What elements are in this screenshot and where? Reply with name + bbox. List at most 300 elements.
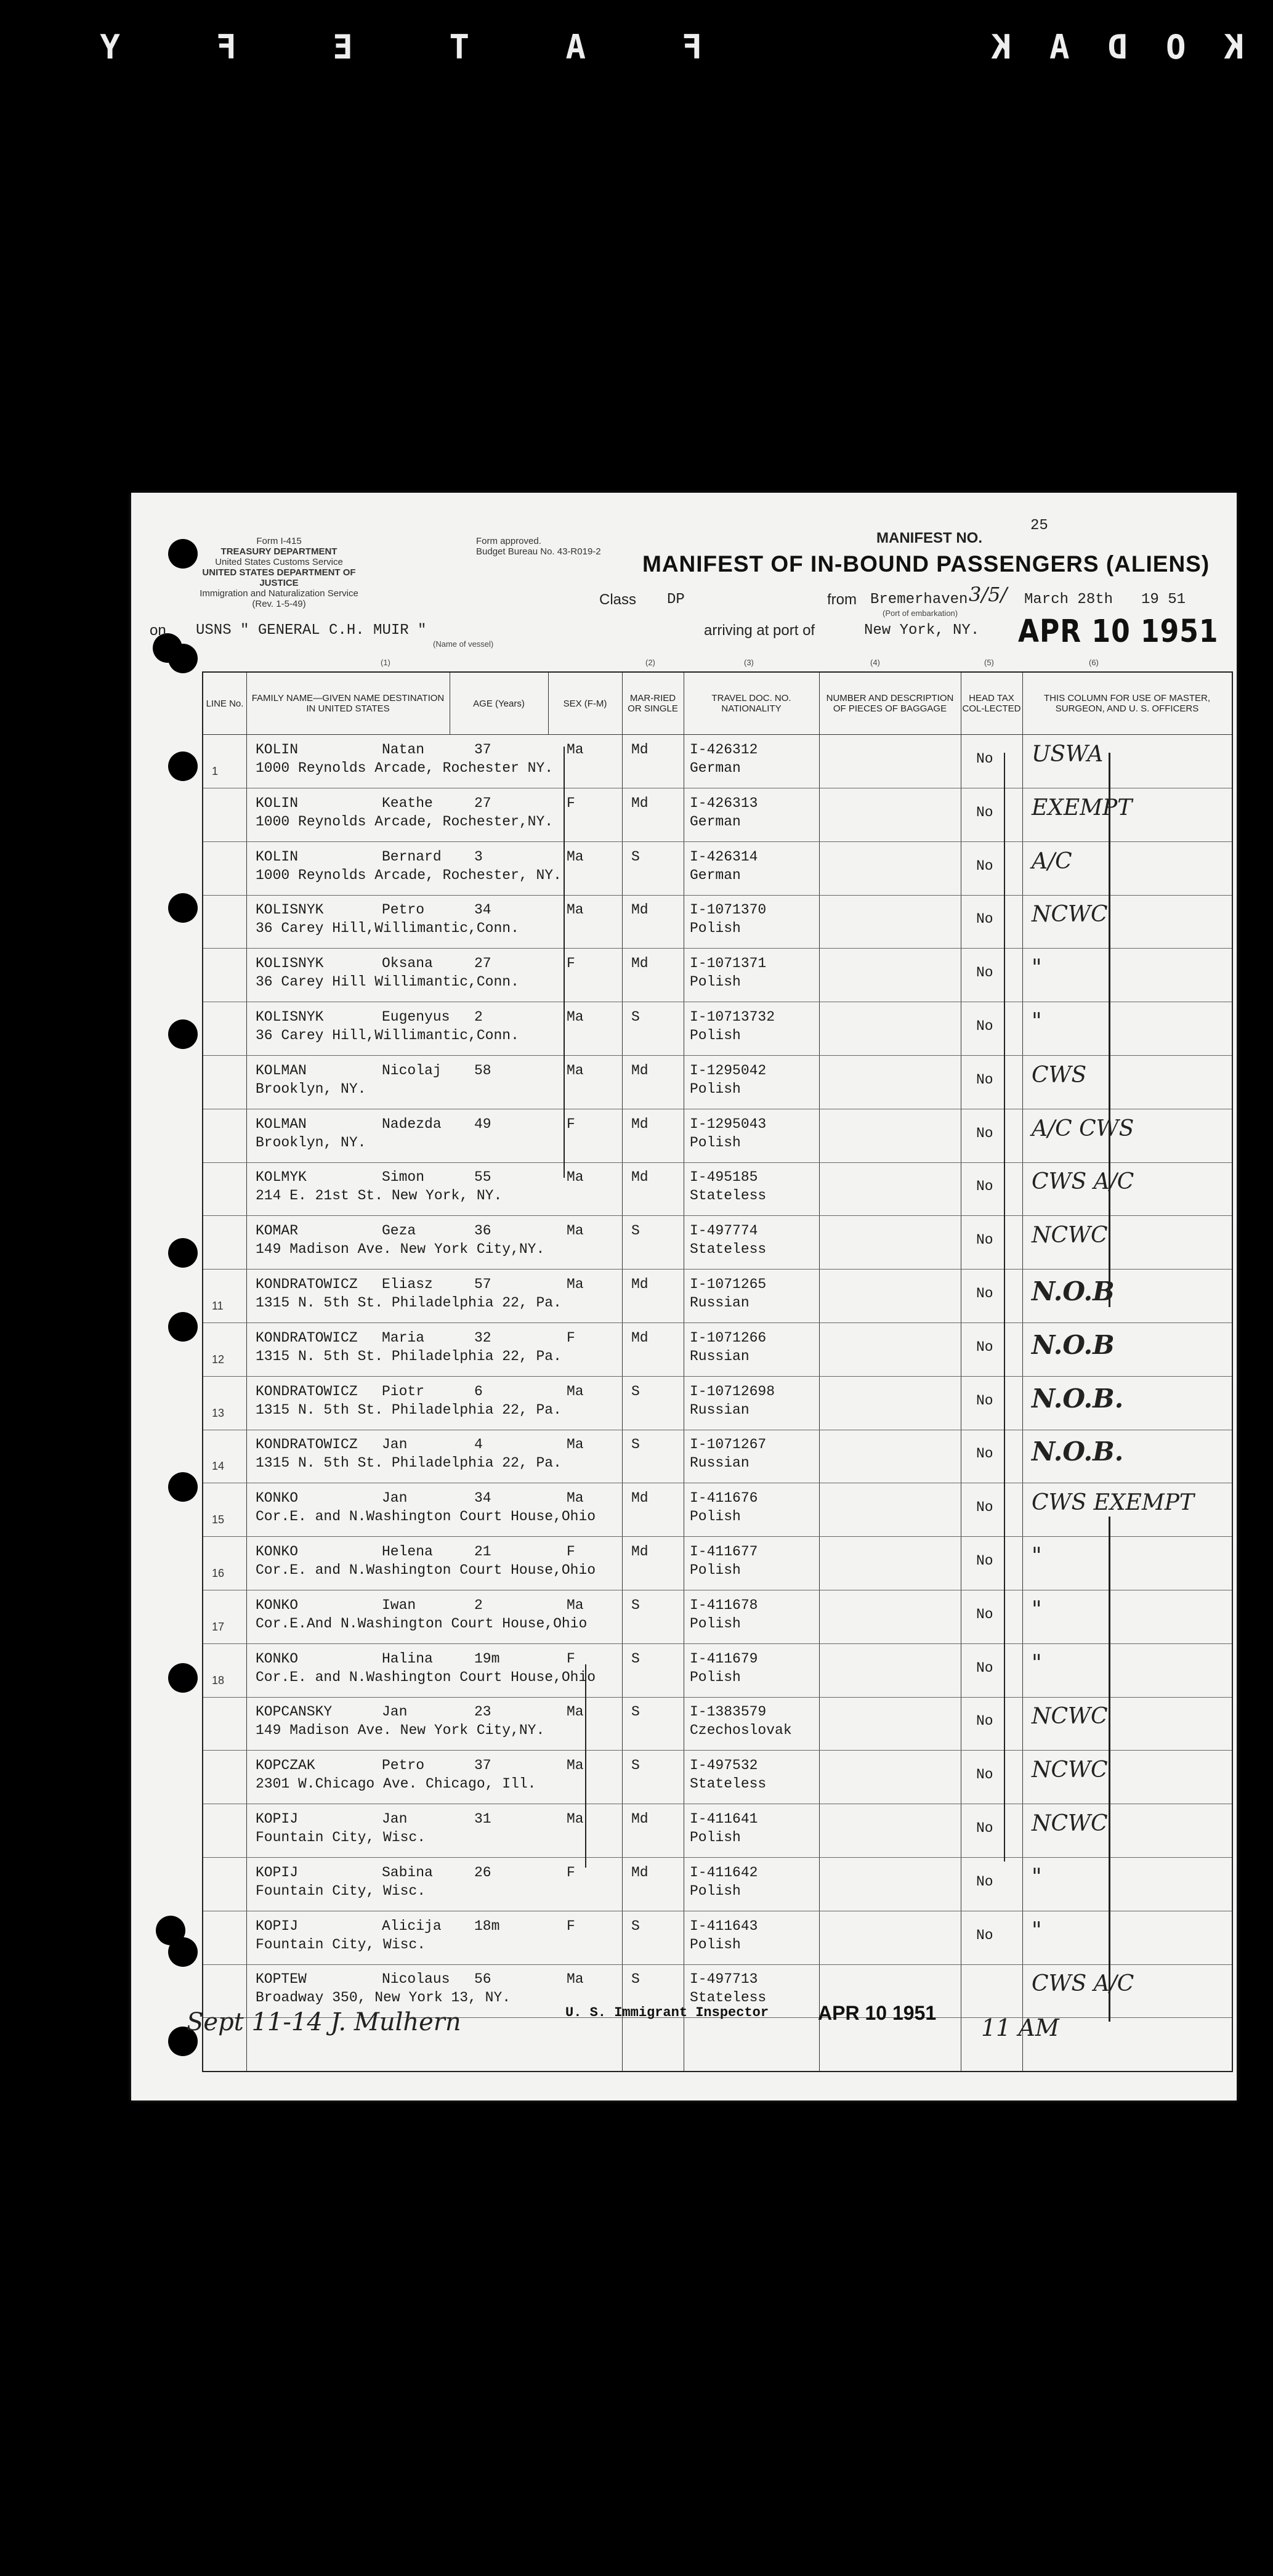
port-caption: (Port of embarkation) [883,609,958,618]
age: 32 [474,1329,491,1346]
film-edge-text-right: KODAK [953,28,1244,67]
nationality: Polish [690,1134,741,1151]
officer-note: " [1032,955,1042,981]
manifest-table [202,671,1233,2072]
sex: Ma [567,1062,584,1079]
sex: F [567,955,575,972]
form-dept: TREASURY DEPARTMENT [220,546,337,557]
officer-note: NCWC [1032,1223,1108,1249]
col-num-6: (6) [1089,658,1099,667]
sex: Ma [567,1597,584,1613]
destination: Fountain City, Wisc. [256,1936,426,1953]
table-row [203,1217,1232,1270]
sex: Ma [567,742,584,758]
nationality: Polish [690,1936,741,1953]
family-name: KOLIN [256,848,299,865]
age: 58 [474,1062,491,1079]
age: 37 [474,742,491,758]
travel-doc: I-1071266 [690,1329,767,1346]
nationality: Stateless [690,1776,767,1792]
destination: 36 Carey Hill,Willimantic,Conn. [256,920,519,937]
officer-note: " [1032,1544,1042,1569]
family-name: KONKO [256,1650,299,1667]
given-name: Maria [382,1329,425,1346]
officer-note: NCWC [1032,1757,1108,1783]
destination: 1000 Reynolds Arcade, Rochester NY. [256,760,554,776]
officer-note: USWA [1032,742,1104,767]
head-tax: No [976,965,993,981]
table-row [203,843,1232,896]
destination: 36 Carey Hill Willimantic,Conn. [256,974,519,990]
marital-status: Md [631,955,649,972]
given-name: Sabina [382,1864,433,1881]
col-num-1: (1) [381,658,390,667]
destination: Brooklyn, NY. [256,1080,366,1097]
form-rev: (Rev. 1-5-49) [252,599,306,609]
table-row [203,789,1232,842]
given-name: Jan [382,1436,408,1453]
officer-note: N.O.B [1032,1276,1115,1306]
class-value: DP [667,591,685,608]
officer-note: CWS [1032,1062,1087,1088]
destination: 149 Madison Ave. New York City,NY. [256,1722,545,1739]
marital-status: S [631,1918,640,1934]
age: 6 [474,1383,483,1399]
officer-note: " [1032,1597,1042,1622]
family-name: KOPIJ [256,1864,299,1881]
officer-note: N.O.B [1032,1329,1115,1360]
travel-doc: I-10712698 [690,1383,775,1399]
officer-note: NCWC [1032,1811,1108,1836]
family-name: KONDRATOWICZ [256,1329,358,1346]
sex: F [567,1650,575,1667]
given-name: Nicolaj [382,1062,442,1079]
travel-doc: I-497774 [690,1223,758,1239]
family-name: KONKO [256,1597,299,1613]
travel-doc: I-426314 [690,848,758,865]
head-tax: No [976,1178,993,1195]
given-name: Petro [382,902,425,918]
head-tax: No [976,1499,993,1516]
binder-hole [168,1663,198,1693]
given-name: Alicija [382,1918,442,1934]
travel-doc: I-1383579 [690,1704,767,1720]
col-num-3: (3) [744,658,754,667]
given-name: Simon [382,1169,425,1186]
col-header-headtax: HEAD TAX COL-LECTED [962,693,1021,714]
on-label: on [150,622,166,639]
col-header-age: AGE (Years) [473,698,525,709]
marital-status: S [631,1971,640,1988]
table-row [203,1751,1232,1804]
sex: F [567,1544,575,1560]
family-name: KOLISNYK [256,1009,324,1025]
col-header-line: LINE No. [206,698,244,709]
manifest-sheet [131,493,1237,2100]
head-tax: No [976,1820,993,1836]
head-tax: No [976,857,993,874]
column-number-row [202,658,1231,670]
nationality: Russian [690,1348,750,1364]
marital-status: S [631,1650,640,1667]
family-name: KONKO [256,1490,299,1507]
age-check-line-2 [585,1664,586,1868]
form-dept-justice: UNITED STATES DEPARTMENT OF JUSTICE [202,567,356,588]
travel-doc: I-411678 [690,1597,758,1613]
travel-doc: I-1295042 [690,1062,767,1079]
binder-hole [168,1019,198,1049]
binder-hole [168,1238,198,1268]
nationality: Stateless [690,1188,767,1204]
given-name: Jan [382,1490,408,1507]
table-row [203,1698,1232,1751]
family-name: KONKO [256,1544,299,1560]
handwritten-tick-line [1004,753,1005,1861]
table-row [203,1645,1232,1698]
destination: Fountain City, Wisc. [256,1829,426,1845]
exempt-arrow-line [1109,753,1110,1307]
given-name: Oksana [382,955,433,972]
sex: Ma [567,1383,584,1399]
table-row [203,896,1232,949]
given-name: Petro [382,1757,425,1774]
age: 57 [474,1276,491,1292]
family-name: KOPIJ [256,1811,299,1827]
head-tax: No [976,1339,993,1355]
given-name: Jan [382,1704,408,1720]
nationality: Polish [690,1829,741,1845]
head-tax: No [976,911,993,928]
row-number: 11 [212,1300,224,1312]
row-number: 17 [212,1620,225,1633]
nationality: Polish [690,974,741,990]
sex: F [567,1918,575,1934]
destination: 1315 N. 5th St. Philadelphia 22, Pa. [256,1401,562,1418]
destination: 1000 Reynolds Arcade, Rochester,NY. [256,813,554,830]
col-header-travel: TRAVEL DOC. NO. NATIONALITY [711,693,791,714]
marital-status: Md [631,1329,649,1346]
marital-status: S [631,1223,640,1239]
nationality: Russian [690,1295,750,1311]
age: 2 [474,1597,483,1613]
family-name: KOPCANSKY [256,1704,333,1720]
given-name: Nadezda [382,1116,442,1132]
officer-note: NCWC [1032,1704,1108,1730]
inspector-label: U. S. Immigrant Inspector [565,2005,769,2020]
row-number: 14 [212,1460,225,1473]
given-name: Natan [382,742,425,758]
age: 19m [474,1650,500,1667]
age: 21 [474,1544,491,1560]
table-row [203,1163,1232,1216]
travel-doc: I-411642 [690,1864,758,1881]
head-tax: No [976,751,993,767]
nationality: German [690,813,741,830]
inspector-date-stamp: APR 10 1951 [818,2002,937,2024]
row-number: 18 [212,1674,225,1687]
head-tax: No [976,1125,993,1141]
destination: 1315 N. 5th St. Philadelphia 22, Pa. [256,1295,562,1311]
marital-status: Md [631,1544,649,1560]
binder-hole [168,893,198,923]
sex: Ma [567,1757,584,1774]
nationality: Polish [690,1615,741,1632]
port-value: New York, NY. [864,622,980,639]
arrival-date-stamp: APR 10 1951 [1018,614,1219,650]
officer-note: A/C [1032,848,1072,874]
form-service: United States Customs Service [215,557,343,567]
binder-hole [168,1312,198,1342]
sex: Ma [567,1971,584,1988]
given-name: Bernard [382,848,442,865]
table-row [203,1110,1232,1163]
destination: Cor.E. and N.Washington Court House,Ohio [256,1509,596,1525]
nationality: German [690,867,741,883]
sex: Ma [567,902,584,918]
age: 18m [474,1918,500,1934]
marital-status: S [631,1436,640,1453]
given-name: Piotr [382,1383,425,1399]
given-name: Halina [382,1650,433,1667]
sex: Ma [567,1704,584,1720]
officer-note: CWS A/C [1032,1169,1134,1195]
nationality: Polish [690,1562,741,1578]
table-row [203,1537,1232,1590]
inspection-time: 11 AM [981,2014,1059,2041]
marital-status: S [631,1009,640,1025]
age: 37 [474,1757,491,1774]
marital-status: Md [631,1811,649,1827]
col-header-sex: SEX (F-M) [563,698,607,709]
nationality: Polish [690,1669,741,1685]
nationality: Czechoslovak [690,1722,792,1739]
family-name: KOLIN [256,795,299,811]
family-name: KOMAR [256,1223,299,1239]
row-number: 1 [212,765,219,777]
travel-doc: I-426313 [690,795,758,811]
age: 2 [474,1009,483,1025]
head-tax: No [976,1446,993,1462]
travel-doc: I-1071371 [690,955,767,972]
given-name: Helena [382,1544,433,1560]
date-value: March 28th [1024,591,1113,608]
sex: Ma [567,1811,584,1827]
table-row [203,1805,1232,1858]
vessel-name: USNS " GENERAL C.H. MUIR " [196,622,427,639]
officer-note: N.O.B. [1032,1436,1124,1467]
marital-status: S [631,1757,640,1774]
family-name: KONDRATOWICZ [256,1276,358,1292]
row-number: 13 [212,1406,225,1419]
budget-line-1: Form approved. [476,536,541,546]
nationality: Polish [690,1882,741,1899]
head-tax: No [976,1018,993,1034]
family-name: KOLMAN [256,1062,307,1079]
col-num-5: (5) [984,658,994,667]
class-label: Class [599,591,637,608]
manifest-title: MANIFEST OF IN-BOUND PASSENGERS (ALIENS) [642,551,1210,577]
travel-doc: I-1071265 [690,1276,767,1292]
travel-doc: I-411641 [690,1811,758,1827]
sex: F [567,1116,575,1132]
form-number: Form I-415 [256,536,302,546]
marital-status: Md [631,742,649,758]
destination: 1315 N. 5th St. Philadelphia 22, Pa. [256,1455,562,1472]
sex: Ma [567,848,584,865]
marital-status: Md [631,1490,649,1507]
family-name: KOPTEW [256,1971,307,1988]
travel-doc: I-495185 [690,1169,758,1186]
film-edge-text-left: F A T E F Y [62,28,702,67]
head-tax: No [976,1392,993,1409]
head-tax: No [976,1606,993,1622]
marital-status: Md [631,1864,649,1881]
age: 34 [474,902,491,918]
col-header-officers: THIS COLUMN FOR USE OF MASTER, SURGEON, AND U. S. OFFICERS [1043,693,1210,714]
travel-doc: I-411679 [690,1650,758,1667]
officer-note: " [1032,1918,1042,1943]
family-name: KONDRATOWICZ [256,1383,358,1399]
marital-status: S [631,848,640,865]
from-label: from [827,591,857,608]
vessel-caption: (Name of vessel) [433,639,494,649]
destination: 1000 Reynolds Arcade, Rochester, NY. [256,867,562,883]
family-name: KOLIN [256,742,299,758]
budget-line-2: Budget Bureau No. 43-R019-2 [476,546,601,557]
travel-doc: I-1071267 [690,1436,767,1453]
col-header-name: FAMILY NAME—GIVEN NAME DESTINATION IN UNITED STATES [251,693,445,714]
from-value: Bremerhaven [870,591,968,608]
year-value: 19 51 [1141,591,1186,608]
table-row [203,1858,1232,1911]
sex: F [567,795,575,811]
head-tax: No [976,1767,993,1783]
family-name: KOLMYK [256,1169,307,1186]
sex: Ma [567,1276,584,1292]
officer-note: CWS A/C [1032,1971,1134,1997]
travel-doc: I-1071370 [690,902,767,918]
family-name: KOLISNYK [256,955,324,972]
destination: 2301 W.Chicago Ave. Chicago, Ill. [256,1776,536,1792]
travel-doc: I-411643 [690,1918,758,1934]
travel-doc: I-411677 [690,1544,758,1560]
table-row [203,1003,1232,1056]
officer-note: CWS EXEMPT [1032,1490,1194,1516]
head-tax: No [976,1071,993,1088]
family-name: KONDRATOWICZ [256,1436,358,1453]
manifest-no-label: MANIFEST NO. [876,530,982,546]
table-row [203,1430,1232,1483]
head-tax: No [976,1553,993,1569]
head-tax: No [976,1286,993,1302]
age: 23 [474,1704,491,1720]
destination: Cor.E. and N.Washington Court House,Ohio [256,1562,596,1578]
table-row [203,1270,1232,1323]
officer-note: " [1032,1650,1042,1676]
travel-doc: I-1295043 [690,1116,767,1132]
table-row [203,1591,1232,1644]
col-header-married: MAR-RIED OR SINGLE [628,693,678,714]
form-ins: Immigration and Naturalization Service [200,588,358,599]
destination: 149 Madison Ave. New York City,NY. [256,1241,545,1258]
binder-hole [168,644,198,673]
nationality: Russian [690,1455,750,1472]
table-row [203,1324,1232,1377]
age: 36 [474,1223,491,1239]
marital-status: Md [631,1169,649,1186]
binder-hole [168,539,198,569]
family-name: KOPCZAK [256,1757,315,1774]
given-name: Eliasz [382,1276,433,1292]
officer-note: EXEMPT [1032,795,1133,820]
form-block [199,536,359,609]
sex: Ma [567,1169,584,1186]
sex: F [567,1329,575,1346]
table-row [203,1056,1232,1109]
travel-doc: I-10713732 [690,1009,775,1025]
table-row [203,1377,1232,1430]
travel-doc: I-426312 [690,742,758,758]
travel-doc: I-497532 [690,1757,758,1774]
binder-hole [168,1472,198,1502]
nationality: Stateless [690,1241,767,1258]
head-tax: No [976,1713,993,1730]
sex: F [567,1864,575,1881]
age-check-line [564,747,565,1178]
nationality: Polish [690,920,741,937]
marital-status: S [631,1597,640,1613]
destination: Cor.E.And N.Washington Court House,Ohio [256,1615,588,1632]
inspector-signature: Sept 11-14 J. Mulhern [187,2008,461,2036]
travel-doc: I-411676 [690,1490,758,1507]
col-num-4: (4) [870,658,880,667]
destination: 36 Carey Hill,Willimantic,Conn. [256,1027,519,1043]
given-name: Geza [382,1223,416,1239]
nationality: Russian [690,1401,750,1418]
row-number: 16 [212,1567,225,1579]
arriving-label: arriving at port of [704,622,815,639]
nationality: German [690,760,741,776]
given-name: Eugenyus [382,1009,450,1025]
sex: Ma [567,1436,584,1453]
given-name: Jan [382,1811,408,1827]
officer-note: " [1032,1864,1042,1890]
officer-note: NCWC [1032,902,1108,928]
destination: 1315 N. 5th St. Philadelphia 22, Pa. [256,1348,562,1364]
destination: Brooklyn, NY. [256,1134,366,1151]
head-tax: No [976,804,993,820]
budget-block [476,536,630,557]
marital-status: Md [631,1276,649,1292]
nationality: Polish [690,1080,741,1097]
marital-status: Md [631,1062,649,1079]
table-row [203,735,1232,788]
exempt-arrow-line-2 [1109,1517,1110,2022]
head-tax: No [976,1927,993,1943]
table-row [203,949,1232,1002]
table-row [203,1484,1232,1537]
marital-status: S [631,1383,640,1399]
nationality: Polish [690,1027,741,1043]
destination: Fountain City, Wisc. [256,1882,426,1899]
marital-status: Md [631,902,649,918]
nationality: Polish [690,1509,741,1525]
head-tax: No [976,1659,993,1676]
col-header-baggage: NUMBER AND DESCRIPTION OF PIECES OF BAGGAGE [826,693,954,714]
age: 27 [474,955,491,972]
given-name: Keathe [382,795,433,811]
family-name: KOLMAN [256,1116,307,1132]
